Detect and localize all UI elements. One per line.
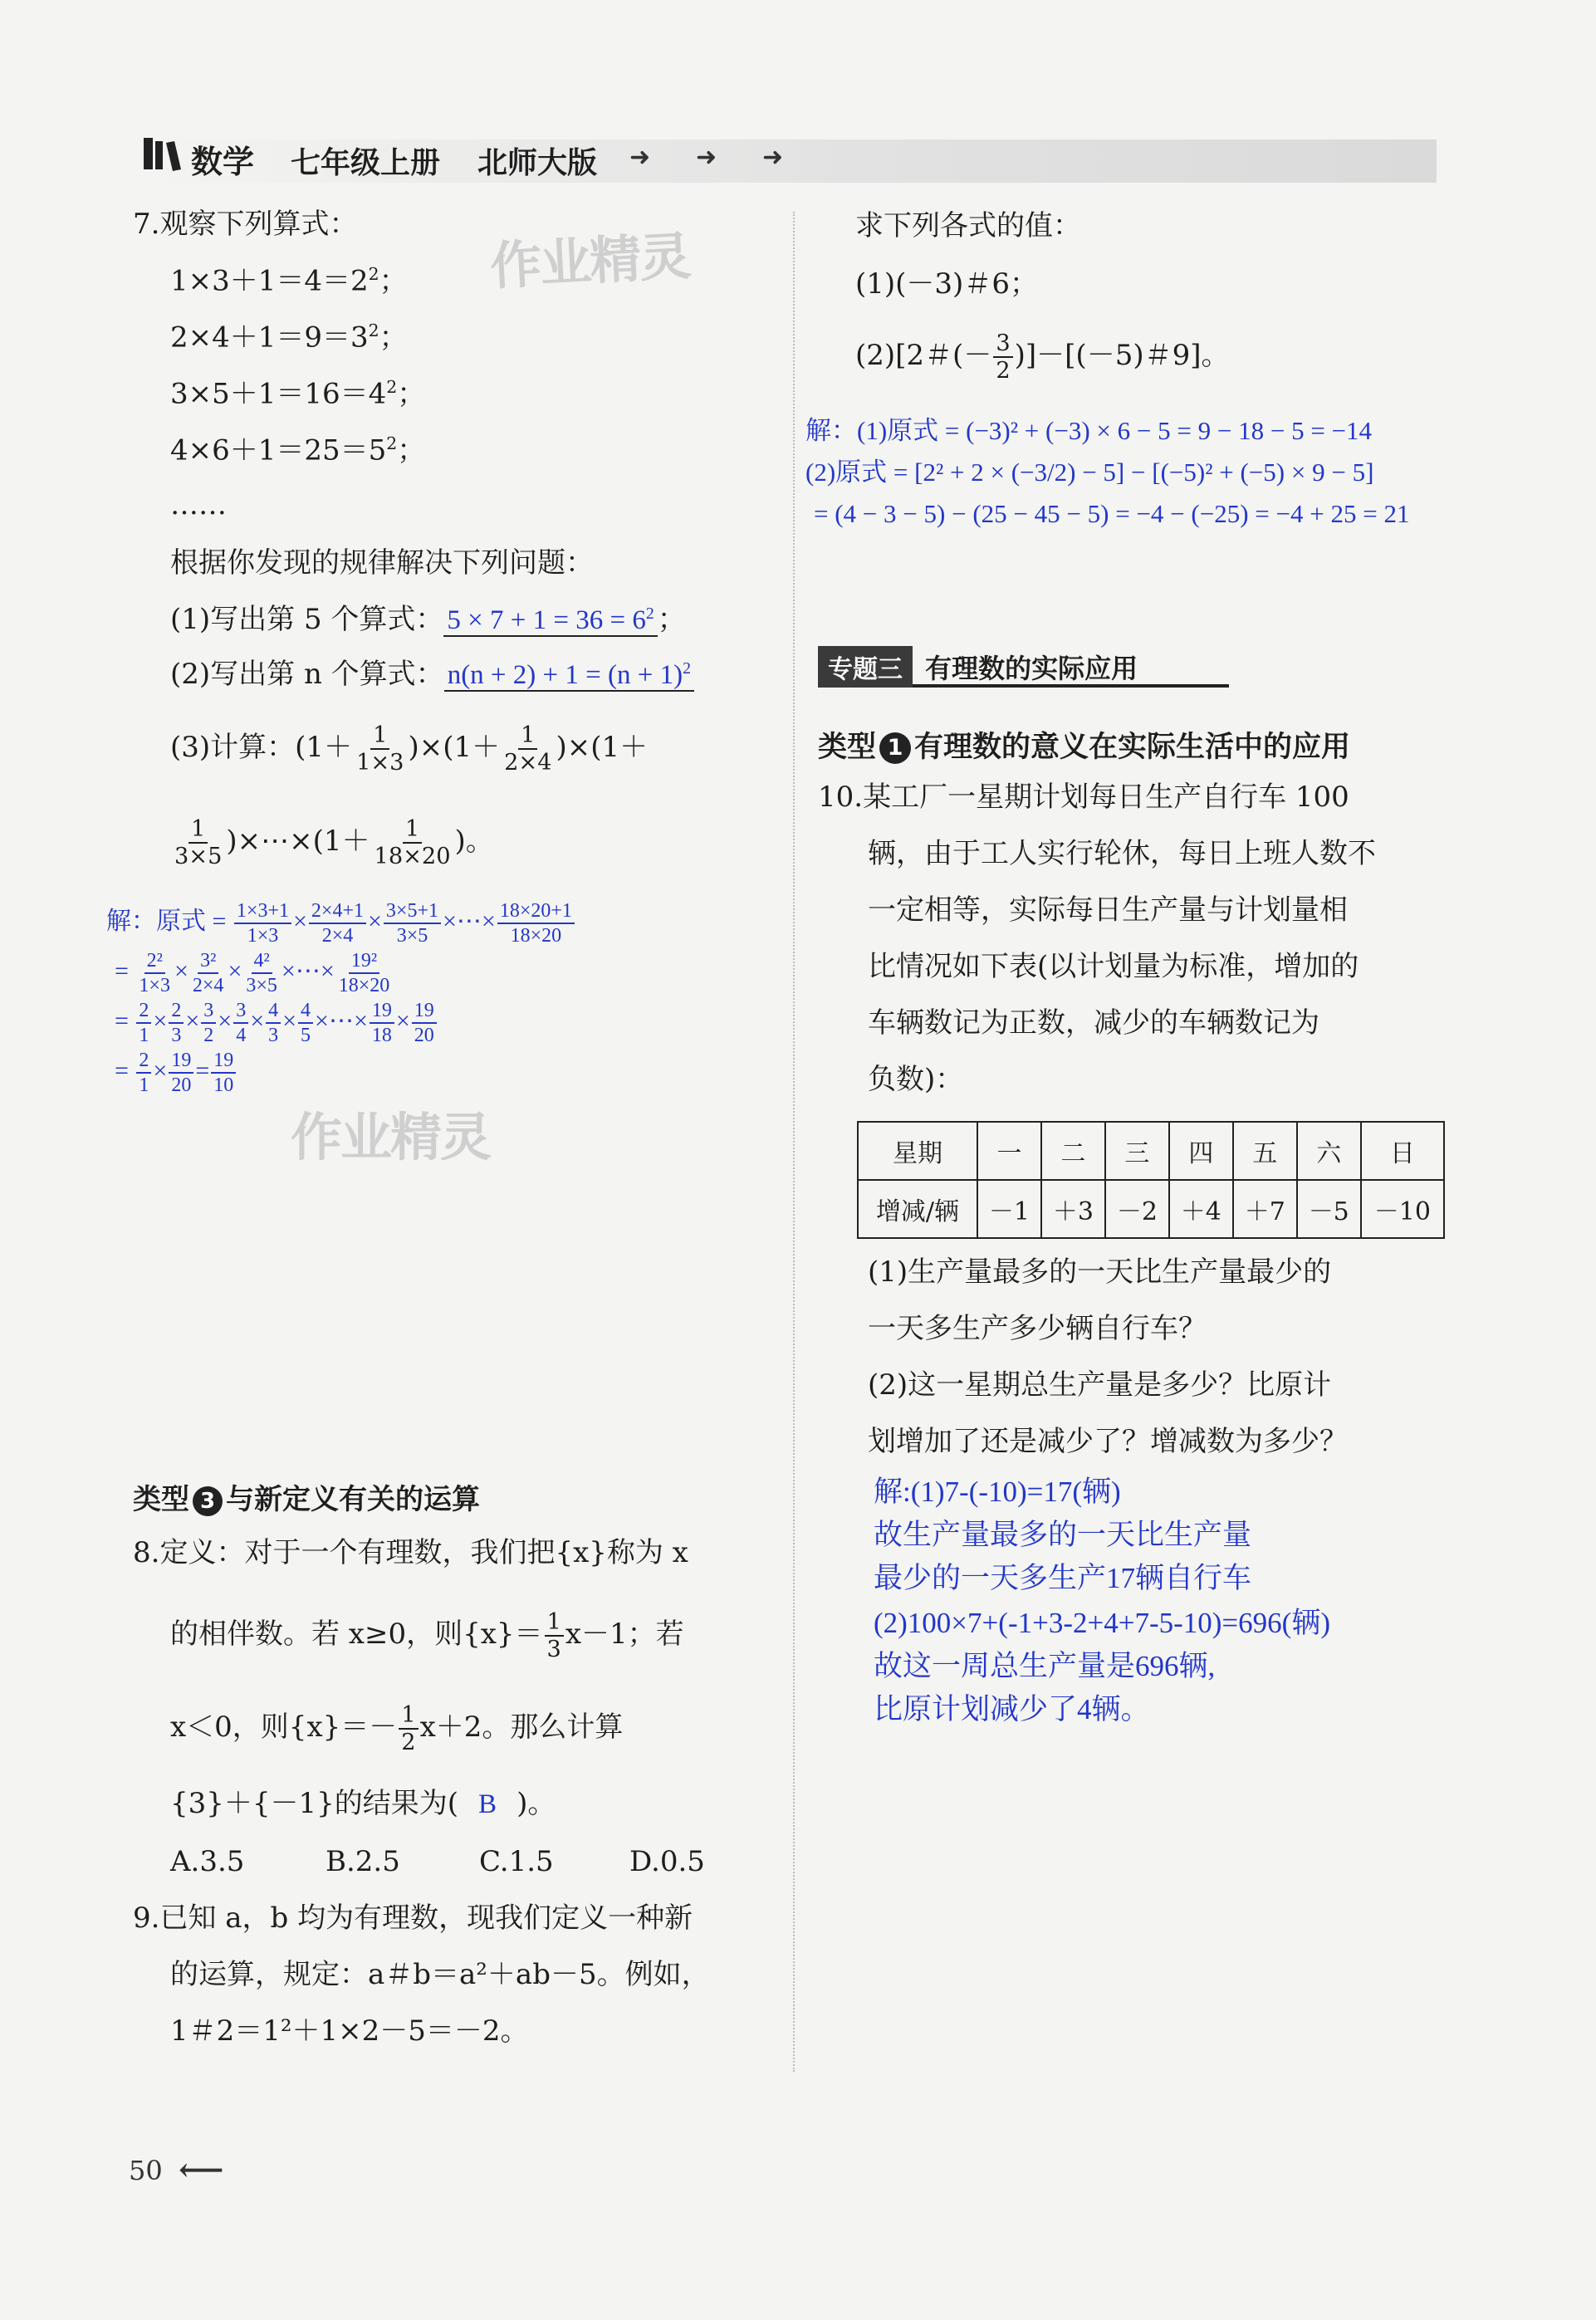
q9-right-2: (1)(－3)＃6；: [855, 267, 1038, 301]
header-grade: 七年级上册: [291, 145, 441, 180]
type-number-badge: 1: [879, 732, 911, 764]
type-number-badge: 3: [193, 1486, 223, 1516]
q9-right-3: (2)[2＃(－ $\frac{3}{2}$ )]－[(－5)＃9]。: [855, 330, 1230, 384]
type1-heading: 类型 1 有理数的意义在实际生活中的应用: [818, 731, 1351, 764]
q8-option-a: A.3.5: [170, 1845, 245, 1878]
arrow-icon: ➜: [629, 143, 651, 172]
q8-answer: B: [478, 1789, 497, 1819]
q7-part1: (1)写出第 5 个算式： $5 \times 7 + 1 = 36 = 6^2$ ；: [170, 603, 686, 636]
q7-line: $1\times 3+1=4=2^2$；: [170, 264, 408, 298]
topic-title: 有理数的实际应用: [925, 653, 1138, 684]
q10-question: 一天多生产多少辆自行车？: [868, 1312, 1207, 1345]
q8-line1: 8.定义：对于一个有理数，我们把{x}称为 x: [133, 1536, 688, 1569]
topic-tag: 专题三: [818, 646, 913, 688]
q10-solution-line: 最少的一天多生产17辆自行车: [874, 1562, 1252, 1594]
q10-question: (2)这一星期总生产量是多少？比原计: [868, 1368, 1332, 1402]
production-table: [857, 1121, 1445, 1239]
q10-line: 一定相等，实际每日生产量与计划量相: [868, 893, 1348, 927]
q7-part2: (2)写出第 n 个算式： $n(n + 2) + 1 = (n + 1)^2$: [170, 658, 694, 692]
q7-title: 7.观察下列算式：: [133, 208, 358, 241]
q10-line: 负数)：: [868, 1063, 964, 1096]
q9-right-1: 求下列各式的值：: [855, 209, 1081, 242]
watermark: 作业精灵: [291, 1107, 491, 1167]
q10-solution-line: 比原计划减少了4辆。: [874, 1693, 1150, 1725]
arrow-icon: ➜: [762, 143, 784, 172]
table-cell: －5: [1297, 1180, 1361, 1238]
q10-solution-line: 故生产量最多的一天比生产量: [874, 1519, 1252, 1551]
table-cell: ＋3: [1041, 1180, 1105, 1238]
table-cell: ＋7: [1233, 1180, 1297, 1238]
q9-solution-2: (2)原式 = [2² + 2 × (−3/2) − 5] − [(−5)² + (−5) × 9 − 5]: [805, 458, 1374, 487]
q7-part2-answer: $n(n + 2) + 1 = (n + 1)^2$: [444, 660, 694, 692]
table-cell: 二: [1041, 1122, 1105, 1180]
q10-line: 10.某工厂一星期计划每日生产自行车 100: [818, 781, 1349, 814]
table-cell: 三: [1105, 1122, 1169, 1180]
table-cell: 星期: [858, 1122, 977, 1180]
q10-question: (1)生产量最多的一天比生产量最少的: [868, 1255, 1332, 1289]
q8-option-d: D.0.5: [629, 1845, 705, 1878]
table-cell: ＋4: [1169, 1180, 1233, 1238]
page-number: 50: [129, 2155, 163, 2186]
table-row: [858, 1122, 1444, 1180]
table-cell: 五: [1233, 1122, 1297, 1180]
table-cell: 增减/辆: [858, 1180, 977, 1238]
header-edition: 北师大版: [477, 145, 598, 180]
q7-line: $4\times 6+1=25=5^2$；: [170, 433, 426, 467]
table-cell: －10: [1361, 1180, 1444, 1238]
q7-part3: (3)计算：(1＋ $\frac{1}{1\times 3}$ )×(1＋ $\frac{1}{2\times 4}$ )×(1＋: [170, 722, 649, 776]
q7-line: $3\times 5+1=16=4^2$；: [170, 377, 426, 411]
back-arrow-icon: ⟵: [179, 2151, 224, 2188]
q7-ellipsis: ……: [170, 488, 227, 521]
q7-solution-line4: = $\frac{2}{1}$ × $\frac{19}{20}$ = $\frac{19}{10}$: [115, 1050, 237, 1095]
table-cell: 六: [1297, 1122, 1361, 1180]
q10-question: 划增加了还是减少了？增减数为多少？: [868, 1425, 1348, 1458]
q7-instruction: 根据你发现的规律解决下列问题：: [170, 546, 594, 580]
column-divider: [793, 212, 795, 2072]
q8-line2: 的相伴数。若 x≥0，则{x}＝ $\frac{1}{3}$ x－1；若: [170, 1609, 684, 1663]
arrow-icon: ➜: [696, 143, 717, 172]
header-subject: 数学: [191, 144, 255, 180]
q9-line1: 9.已知 a，b 均为有理数，现我们定义一种新: [133, 1902, 693, 1935]
q8-line3: x＜0，则{x}＝－ $\frac{1}{2}$ x＋2。那么计算: [170, 1702, 624, 1756]
q8-line4: {3}＋{－1}的结果为( B )。: [170, 1787, 556, 1820]
table-cell: 四: [1169, 1122, 1233, 1180]
q9-solution-3: = (4 − 3 − 5) − (25 − 45 − 5) = −4 − (−25) = −4 + 25 = 21: [814, 499, 1410, 528]
q10-line: 比情况如下表(以计划量为标准，增加的: [868, 950, 1359, 983]
q7-solution-line3: = $\frac{2}{1}$ × $\frac{2}{3}$ × $\frac{3}{2}$ × $\frac{3}{4}$ × $\frac{4}{3}$ × $\frac{4}{5}$ ×⋯× $\frac{19}{18}$ × $\frac{19}{20}$: [115, 1001, 438, 1045]
table-cell: 一: [977, 1122, 1041, 1180]
book-icon: [141, 135, 184, 173]
q10-solution-line: 故这一周总生产量是696辆,: [874, 1650, 1216, 1682]
table-cell: －1: [977, 1180, 1041, 1238]
q10-solution-line: (2)100×7+(-1+3-2+4+7-5-10)=696(辆): [874, 1607, 1330, 1639]
table-cell: －2: [1105, 1180, 1169, 1238]
q7-part3-cont: $\frac{1}{3\times 5}$ )×⋯×(1＋ $\frac{1}{18\times 20}$ )。: [174, 816, 494, 870]
table-row: [858, 1180, 1444, 1238]
q10-line: 辆，由于工人实行轮休，每日上班人数不: [868, 837, 1376, 870]
q7-solution-line2: = $\frac{\text{2²}}{1\times 3}$ × $\frac{\text{3²}}{2\times 4}$ × $\frac{\text{4²}}{3\times 5}$ ×⋯× $\frac{\text{19²}}{18\times 20}$: [115, 950, 390, 996]
q9-line3: 1＃2＝1²＋1×2－5＝－2。: [170, 2014, 529, 2048]
table-cell: 日: [1361, 1122, 1444, 1180]
q8-option-c: C.1.5: [479, 1845, 554, 1878]
topic-heading: [818, 646, 1229, 688]
q10-line: 车辆数记为正数，减少的车辆数记为: [868, 1006, 1319, 1040]
q9-line2: 的运算，规定：a＃b＝a²＋ab－5。例如，: [170, 1958, 710, 1991]
watermark: 作业精灵: [488, 225, 692, 297]
q8-option-b: B.2.5: [326, 1845, 400, 1878]
q7-solution-line1: 解：原式 = $\frac{1\times 3+1}{1\times 3}$ × $\frac{2\times 4+1}{2\times 4}$ × $\frac{3\times 5+1}{3\times 5}$ ×⋯× $\frac{18\times 20+1}{18\times 20}$: [106, 901, 576, 946]
q9-solution-1: 解：(1)原式 = (−3)² + (−3) × 6 − 5 = 9 − 18 − 5 = −14: [805, 416, 1373, 445]
type3-heading: 类型 3 与新定义有关的运算: [133, 1483, 480, 1516]
q7-part1-answer: $5 \times 7 + 1 = 36 = 6^2$: [443, 605, 657, 637]
q10-solution-line: 解:(1)7-(-10)=17(辆): [874, 1476, 1121, 1508]
q7-line: $2\times 4+1=9=3^2$；: [170, 321, 408, 355]
